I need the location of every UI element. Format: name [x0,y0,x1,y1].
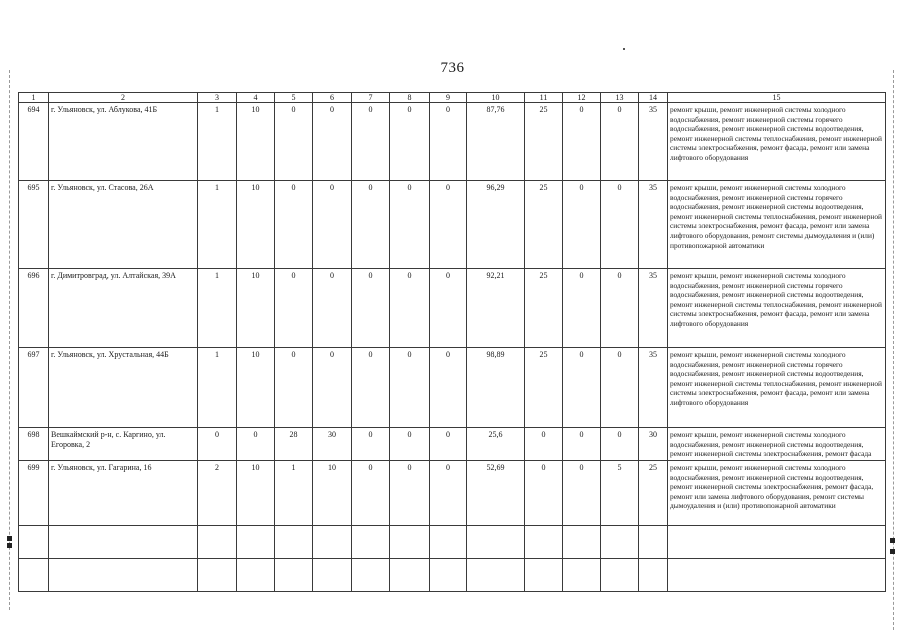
value-cell: 0 [601,348,639,428]
value-cell: 1 [275,461,313,526]
value-cell: 0 [390,428,430,461]
row-number: 696 [19,269,49,348]
value-cell: 0 [313,103,352,181]
value-cell: 0 [390,461,430,526]
value-cell: 25,6 [467,428,525,461]
column-header: 11 [525,93,563,103]
empty-cell [313,526,352,559]
value-cell: 10 [237,103,275,181]
value-cell: 0 [601,103,639,181]
value-cell: 0 [275,103,313,181]
empty-cell [668,559,886,592]
scan-mark [890,549,895,554]
value-cell: 0 [601,181,639,269]
value-cell: 0 [601,428,639,461]
column-number-row [19,93,886,103]
value-cell: 0 [198,428,237,461]
value-cell: 0 [390,348,430,428]
value-cell: 0 [430,181,467,269]
value-cell: 0 [390,269,430,348]
column-header: 9 [430,93,467,103]
column-header: 5 [275,93,313,103]
value-cell: 0 [275,181,313,269]
empty-cell [563,559,601,592]
value-cell: 10 [237,461,275,526]
row-number: 698 [19,428,49,461]
empty-cell [390,559,430,592]
empty-cell [639,526,668,559]
column-header: 4 [237,93,275,103]
value-cell: 10 [313,461,352,526]
column-header: 3 [198,93,237,103]
column-header: 12 [563,93,601,103]
value-cell: 96,29 [467,181,525,269]
column-header: 2 [49,93,198,103]
house-address: г. Ульяновск, ул. Аблукова, 41Б [49,103,198,181]
repair-works-list: ремонт крыши, ремонт инженерной системы холодного водоснабжения, ремонт инженерной системы горячего водоснабжения, ремонт инженерной системы водоотведения, ремонт инженерной системы теплоснабжения, ремонт инженерной системы электроснабжения, ремонт фасада, ремонт или замена лифтового оборудования, ремонт системы дымоудаления и (или) противопожарной автоматики [668,181,886,269]
value-cell: 0 [352,103,390,181]
empty-cell [390,526,430,559]
house-address: г. Ульяновск, ул. Хрустальная, 44Б [49,348,198,428]
scan-edge-left [9,70,10,610]
value-cell: 92,21 [467,269,525,348]
value-cell: 5 [601,461,639,526]
empty-cell [525,559,563,592]
empty-cell [467,559,525,592]
empty-cell [49,559,198,592]
repair-works-list: ремонт крыши, ремонт инженерной системы холодного водоснабжения, ремонт инженерной системы водоотведения, ремонт инженерной системы электроснабжения, ремонт фасада, ремонт или замена лифтового оборудования, ремонт системы дымоудаления и (или) противопожарной автоматики [668,461,886,526]
value-cell: 0 [275,348,313,428]
empty-row [19,526,886,559]
row-number: 695 [19,181,49,269]
empty-cell [19,526,49,559]
value-cell: 35 [639,103,668,181]
scan-mark [7,543,12,548]
page-number: 736 [440,60,465,76]
value-cell: 0 [525,428,563,461]
row-number: 699 [19,461,49,526]
scan-edge-right [893,70,894,630]
empty-cell [601,559,639,592]
column-header: 13 [601,93,639,103]
value-cell: 0 [430,103,467,181]
value-cell: 52,69 [467,461,525,526]
value-cell: 10 [237,181,275,269]
repair-program-table [18,92,886,592]
value-cell: 30 [313,428,352,461]
value-cell: 0 [563,428,601,461]
empty-cell [352,559,390,592]
empty-cell [352,526,390,559]
column-header: 6 [313,93,352,103]
column-header: 10 [467,93,525,103]
house-address: г. Ульяновск, ул. Гагарина, 16 [49,461,198,526]
column-header: 15 [668,93,886,103]
value-cell: 1 [198,348,237,428]
value-cell: 0 [313,348,352,428]
empty-cell [275,559,313,592]
table-row [19,269,886,348]
value-cell: 0 [430,461,467,526]
empty-cell [237,526,275,559]
house-address: Вешкаймский р-н, с. Каргино, ул. Егоровка, 2 [49,428,198,461]
value-cell: 0 [430,348,467,428]
value-cell: 25 [639,461,668,526]
value-cell: 0 [525,461,563,526]
empty-cell [563,526,601,559]
empty-cell [525,526,563,559]
value-cell: 25 [525,103,563,181]
value-cell: 0 [390,103,430,181]
value-cell: 0 [352,269,390,348]
value-cell: 0 [563,181,601,269]
value-cell: 0 [313,269,352,348]
value-cell: 0 [430,269,467,348]
value-cell: 2 [198,461,237,526]
column-header: 1 [19,93,49,103]
repair-works-list: ремонт крыши, ремонт инженерной системы холодного водоснабжения, ремонт инженерной системы горячего водоснабжения, ремонт инженерной системы водоотведения, ремонт инженерной системы теплоснабжения, ремонт инженерной системы электроснабжения, ремонт фасада, ремонт или замена лифтового оборудования [668,348,886,428]
value-cell: 0 [563,269,601,348]
empty-cell [639,559,668,592]
value-cell: 1 [198,181,237,269]
empty-cell [198,526,237,559]
table-row [19,181,886,269]
value-cell: 87,76 [467,103,525,181]
column-header: 8 [390,93,430,103]
value-cell: 0 [275,269,313,348]
empty-cell [668,526,886,559]
table-row [19,103,886,181]
scan-speck [623,48,625,50]
empty-cell [601,526,639,559]
empty-cell [430,526,467,559]
scan-mark [890,538,895,543]
repair-works-list: ремонт крыши, ремонт инженерной системы холодного водоснабжения, ремонт инженерной системы горячего водоснабжения, ремонт инженерной системы водоотведения, ремонт инженерной системы теплоснабжения, ремонт инженерной системы электроснабжения, ремонт фасада, ремонт или замена лифтового оборудования [668,103,886,181]
value-cell: 0 [430,428,467,461]
empty-cell [237,559,275,592]
value-cell: 25 [525,348,563,428]
value-cell: 25 [525,181,563,269]
value-cell: 35 [639,181,668,269]
row-number: 694 [19,103,49,181]
value-cell: 0 [237,428,275,461]
value-cell: 0 [352,181,390,269]
value-cell: 10 [237,269,275,348]
value-cell: 0 [352,461,390,526]
value-cell: 35 [639,269,668,348]
table-row [19,348,886,428]
value-cell: 10 [237,348,275,428]
repair-works-list: ремонт крыши, ремонт инженерной системы холодного водоснабжения, ремонт инженерной системы водоотведения, ремонт инженерной системы электроснабжения, ремонт фасада [668,428,886,461]
value-cell: 0 [563,461,601,526]
repair-works-list: ремонт крыши, ремонт инженерной системы холодного водоснабжения, ремонт инженерной системы горячего водоснабжения, ремонт инженерной системы водоотведения, ремонт инженерной системы теплоснабжения, ремонт инженерной системы электроснабжения, ремонт фасада, ремонт или замена лифтового оборудования [668,269,886,348]
value-cell: 35 [639,348,668,428]
value-cell: 1 [198,269,237,348]
value-cell: 0 [563,348,601,428]
value-cell: 0 [563,103,601,181]
value-cell: 28 [275,428,313,461]
value-cell: 25 [525,269,563,348]
value-cell: 0 [601,269,639,348]
empty-cell [313,559,352,592]
value-cell: 30 [639,428,668,461]
value-cell: 98,89 [467,348,525,428]
empty-cell [275,526,313,559]
empty-row [19,559,886,592]
value-cell: 0 [390,181,430,269]
column-header: 7 [352,93,390,103]
empty-cell [198,559,237,592]
empty-cell [49,526,198,559]
empty-cell [430,559,467,592]
table-row [19,428,886,461]
empty-cell [467,526,525,559]
value-cell: 0 [352,348,390,428]
table-row [19,461,886,526]
value-cell: 0 [313,181,352,269]
value-cell: 0 [352,428,390,461]
row-number: 697 [19,348,49,428]
house-address: г. Димитровград, ул. Алтайская, 39А [49,269,198,348]
house-address: г. Ульяновск, ул. Стасова, 26А [49,181,198,269]
value-cell: 1 [198,103,237,181]
scan-mark [7,536,12,541]
empty-cell [19,559,49,592]
column-header: 14 [639,93,668,103]
